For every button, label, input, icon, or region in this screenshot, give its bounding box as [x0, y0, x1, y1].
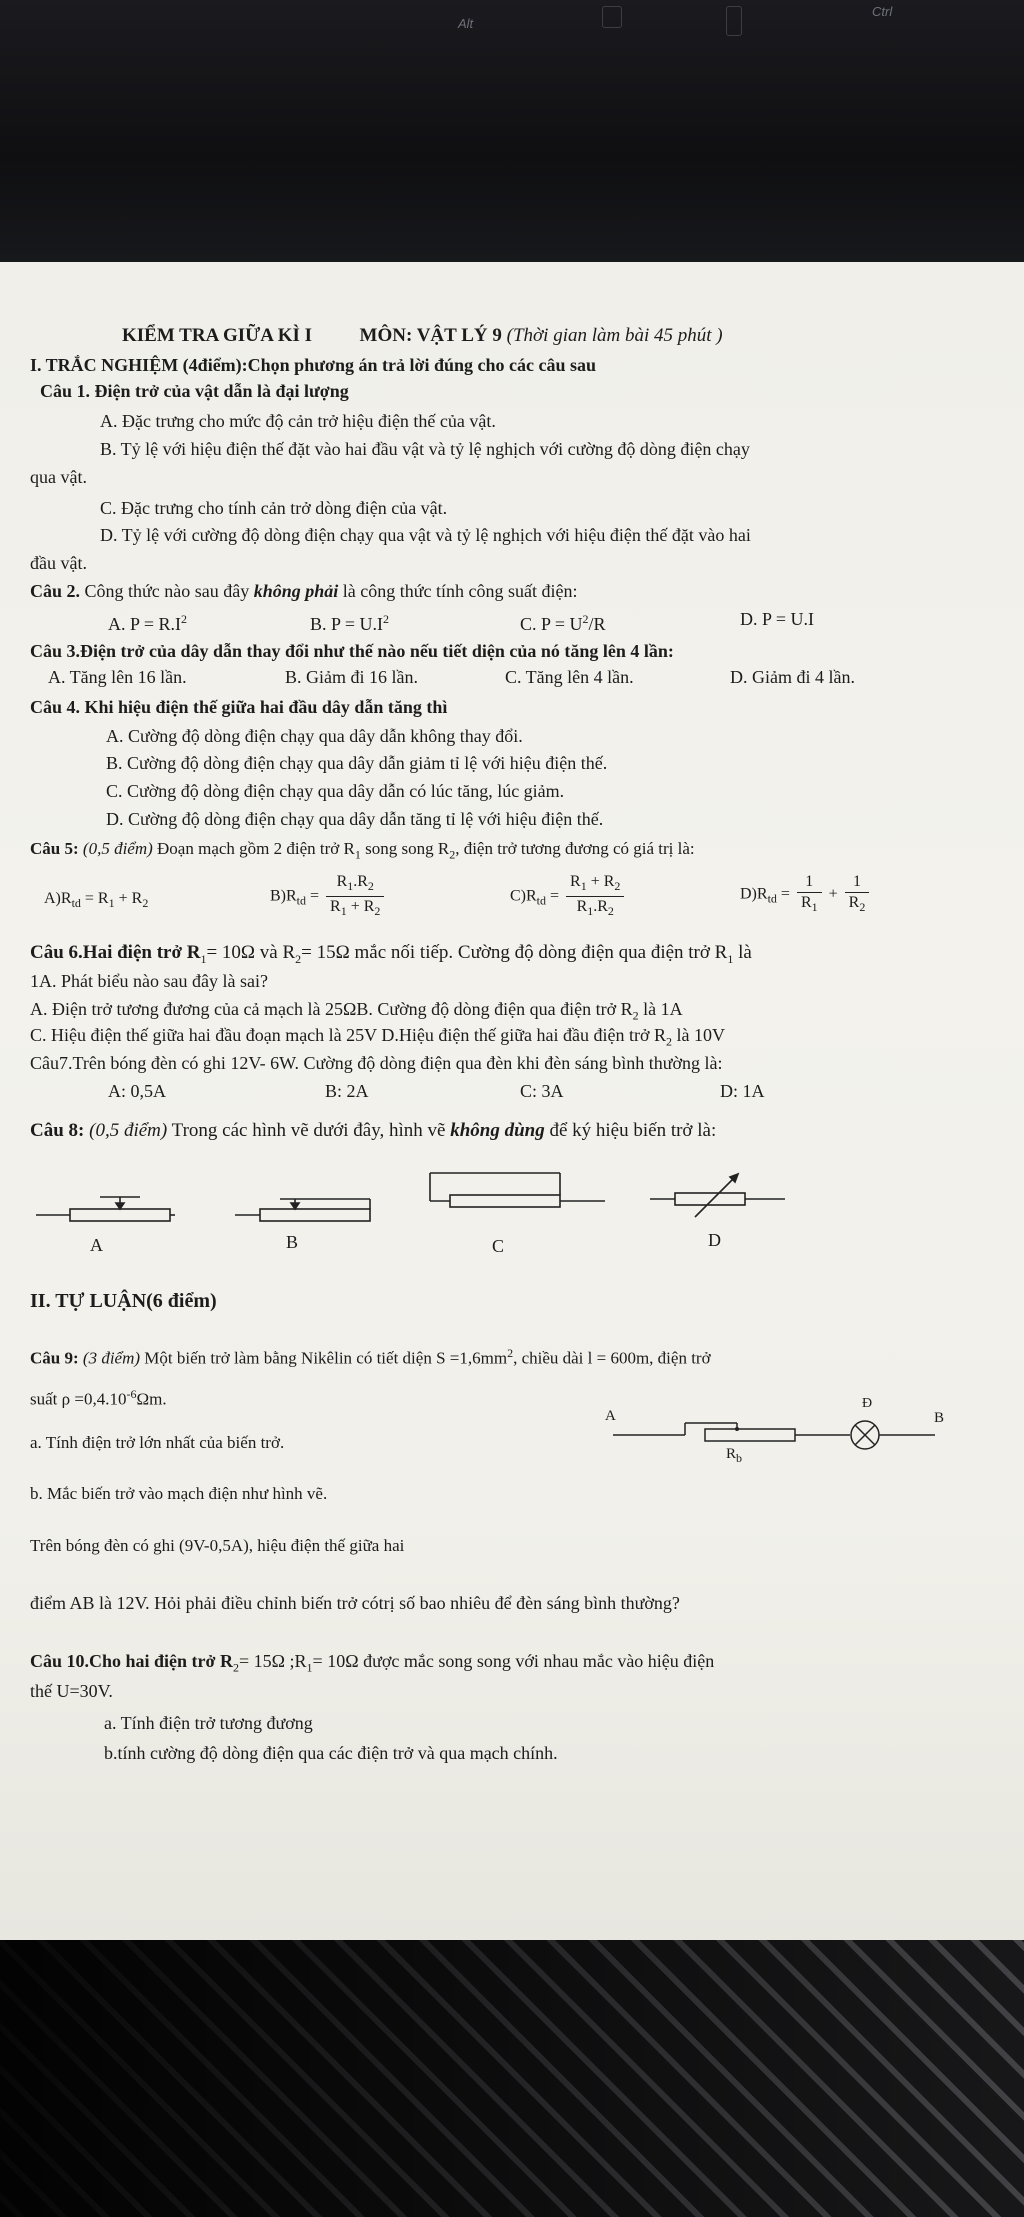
q2-stem	[30, 580, 578, 602]
q2-option-d: D. P = U.I	[740, 609, 814, 629]
q2-option-b: B. $P = U.I^2$	[310, 612, 389, 634]
q5-c-text: C)R	[510, 887, 537, 905]
q10-stem-text: Câu 10.Cho hai điện trở R	[30, 1651, 233, 1671]
q6-ab-text: A. Điện trở tương đương của cả mạch là 25ΩB. Cường độ dòng điện qua điện trở R	[30, 999, 633, 1019]
q9-lamp-label: Đ	[862, 1396, 873, 1411]
q8-label: Câu 8:	[30, 1120, 85, 1141]
q9-line2-text: suất ρ =0,4.10	[30, 1389, 127, 1409]
q9-line2	[30, 1383, 167, 1411]
rheostat-symbol-b	[235, 1199, 370, 1221]
keyboard-key	[602, 6, 622, 28]
q10-part-a: a. Tính điện trở tương đương	[104, 1713, 313, 1733]
q2-emphasis: không phải	[253, 581, 339, 601]
keyboard-background	[0, 0, 1024, 262]
q5-option-d: $D)R_{td}$ = $\frac{1}{R_1}$ + $\frac{1}{R_2}$	[740, 872, 872, 917]
q5-b-num: R	[336, 873, 348, 890]
q1-option-b: B. Tỷ lệ với hiệu điện thế đặt vào hai đầu vật và tỷ lệ nghịch với cường độ dòng điện chạy	[100, 439, 750, 459]
q2-c-text: C. P = U	[520, 614, 583, 634]
q3-option-a: A. Tăng lên 16 lần.	[48, 667, 187, 687]
q9-point-a: A	[605, 1408, 616, 1424]
q5-c-num: R	[570, 873, 581, 890]
q6-stem: Câu 6.Hai điện trở $R_1= 10\Omega$ và $R_2= 15\Omega$ mắc nối tiếp. Cường độ dòng điện qua điện trở $R_1$ là	[30, 942, 752, 966]
q5-b-den: R	[330, 898, 341, 916]
q7-option-c: C: 3A	[520, 1081, 564, 1101]
q2-a-text: A. P = R.I	[108, 614, 181, 634]
q9-rheostat-label: $R_b$	[726, 1446, 743, 1465]
q3-option-b: B. Giảm đi 16 lần.	[285, 667, 418, 687]
keyboard-key	[726, 6, 742, 36]
q2-label: Câu 2.	[30, 581, 81, 601]
q3-option-c: C. Tăng lên 4 lần.	[505, 667, 634, 687]
alt-key-label: Alt	[458, 16, 474, 31]
q3-option-d: D. Giảm đi 4 lần.	[730, 667, 855, 687]
q9-part-b: b. Mắc biến trở vào mạch điện như hình vẽ.	[30, 1484, 328, 1503]
rheostat-symbol-a	[36, 1197, 175, 1221]
q9-rheostat-letter: R	[726, 1446, 737, 1462]
q5-text3: , điện trở tương đương có giá trị là:	[455, 839, 695, 858]
q9-question: điểm AB là 12V. Hỏi phải điều chỉnh biến trở cótrị số bao nhiêu để đèn sáng bình thường?	[30, 1593, 680, 1613]
q3-stem-text: Câu 3.Điện trở của dây dẫn thay đổi như thế nào nếu tiết diện của nó tăng lên 4 lần:	[30, 641, 674, 661]
q4-stem-text: Câu 4. Khi hiệu điện thế giữa hai đầu dây dẫn tăng thì	[30, 697, 448, 717]
q9-exponent: -6	[126, 1387, 137, 1401]
q8-text: Trong các hình vẽ dưới đây, hình vẽ	[167, 1120, 451, 1141]
exam-title	[122, 325, 723, 347]
q7-stem: Câu7.Trên bóng đèn có ghi 12V- 6W. Cường độ dòng điện qua đèn khi đèn sáng bình thường là:	[30, 1053, 723, 1073]
q6-option-cd: C. Hiệu điện thế giữa hai đầu đoạn mạch là 25V D.Hiệu điện thế giữa hai đầu điện trở $R_2$ là 10V	[30, 1025, 726, 1049]
q6-cd-text: C. Hiệu điện thế giữa hai đầu đoạn mạch là 25V D.Hiệu điện thế giữa hai đầu điện trở R	[30, 1025, 667, 1045]
q10-stem-text3: = 10Ω được mắc song song với nhau mắc vào hiệu điện	[312, 1651, 715, 1671]
q5-b-fraction: $\frac{R_1.R_2}{R_1 + R_2}$	[326, 872, 384, 921]
q5-option-c: $C)R_{td}$ = $\frac{R_1 + R_2}{R_1.R_2}$	[510, 872, 627, 921]
q9-lamp-info: Trên bóng đèn có ghi (9V-0,5A), hiệu điện thế giữa hai	[30, 1536, 405, 1555]
q9-points: (3 điểm)	[82, 1348, 141, 1368]
q4-option-a: A. Cường độ dòng điện chạy qua dây dẫn không thay đổi.	[106, 726, 523, 746]
q2-option-a: A. $P = R.I^2$	[108, 612, 187, 634]
q7-option-b: B: 2A	[325, 1081, 369, 1101]
q3-stem	[30, 640, 674, 662]
q5-option-b: $B)R_{td}$ = $\frac{R_1.R_2}{R_1 + R_2}$	[270, 872, 387, 921]
q5-c-den: R	[576, 898, 588, 916]
q5-stem: Câu 5: (0,5 điểm) Đoạn mạch gồm 2 điện trở $R_1$ song song $R_2$, điện trở tương đương có giá trị là:	[30, 839, 695, 862]
q1-stem-text: Câu 1. Điện trở của vật dẫn là đại lượng	[40, 381, 349, 401]
q5-d-fraction-1: $\frac{1}{R_1}$	[797, 872, 822, 917]
q5-b-text: B)R	[270, 887, 297, 905]
q8-label-c: C	[492, 1236, 505, 1256]
q10-line2: thế U=30V.	[30, 1681, 113, 1701]
q6-stem-text3: = 15Ω mắc nối tiếp. Cường độ dòng điện qua điện trở R	[301, 942, 728, 963]
q5-d-num-1: 1	[797, 872, 822, 893]
q8-stem	[30, 1120, 716, 1142]
time-limit: (Thời gian làm bài 45 phút )	[506, 325, 723, 346]
q6-line2: 1A. Phát biểu nào sau đây là sai?	[30, 971, 268, 991]
q1-option-d-cont: đầu vật.	[30, 553, 87, 573]
q10-stem-text2: = 15Ω ;R	[239, 1651, 307, 1671]
q4-stem	[30, 696, 447, 718]
q5-option-a: $A)R_{td} = R_1 + R_2$	[44, 890, 149, 911]
q2-c-text-end: /R	[588, 614, 606, 634]
q5-a-text2: = R	[80, 890, 109, 907]
q8-diagrams	[30, 1165, 810, 1245]
q9-text2: , chiều dài l = 600m, điện trở	[513, 1348, 711, 1368]
q5-a-text3: + R	[114, 890, 143, 907]
q6-stem-text4: là	[733, 942, 752, 963]
q1-option-a: A. Đặc trưng cho mức độ cản trở hiệu điện thế của vật.	[100, 411, 496, 431]
q1-option-c: C. Đặc trưng cho tính cản trở dòng điện của vật.	[100, 498, 448, 518]
q5-a-text: A)R	[44, 890, 72, 907]
part1-title: I. TRẮC NGHIỆM (4điểm):Chọn phương án trả lời đúng cho các câu sau	[30, 355, 596, 375]
q8-text2: để ký hiệu biến trở là:	[544, 1120, 717, 1141]
rheostat-symbol-d	[650, 1174, 785, 1217]
q6-cd-text2: là 10V	[672, 1025, 726, 1045]
q4-option-b: B. Cường độ dòng điện chạy qua dây dẫn giảm tỉ lệ với hiệu điện thế.	[106, 753, 608, 773]
fabric-shadow	[0, 1940, 1024, 2217]
part2-title: II. TỰ LUẬN(6 điểm)	[30, 1290, 217, 1312]
q5-d-fraction-2: $\frac{1}{R_2}$	[845, 872, 870, 917]
q9-circuit-diagram	[595, 1395, 955, 1475]
q6-option-ab: A. Điện trở tương đương của cả mạch là 25ΩB. Cường độ dòng điện qua điện trở $R_2$ là 1A	[30, 999, 683, 1023]
q8-emphasis: không dùng	[450, 1120, 545, 1141]
q6-stem-text: Câu 6.Hai điện trở R	[30, 942, 201, 963]
q2-text: Công thức nào sau đây	[80, 581, 254, 601]
q5-d-text: D)R	[740, 885, 768, 903]
q5-label: Câu 5:	[30, 839, 79, 858]
q2-option-c: C. $P = U^2/R$	[520, 612, 606, 634]
q1-option-d: D. Tỷ lệ với cường độ dòng điện chạy qua vật và tỷ lệ nghịch với hiệu điện thế đặt vào hai	[100, 525, 751, 545]
q10-stem: Câu 10.Cho hai điện trở $R_2= 15\Omega$ $;R_1= 10\Omega$ được mắc song song với nhau mắc vào hiệu điện	[30, 1651, 715, 1675]
q4-option-c: C. Cường độ dòng điện chạy qua dây dẫn có lúc tăng, lúc giảm.	[106, 781, 565, 801]
q7-option-a: A: 0,5A	[108, 1081, 166, 1101]
q2-b-text: B. P = U.I	[310, 614, 383, 634]
q9-text: Một biến trở làm bằng Nikêlin có tiết diện S =1,6mm	[140, 1348, 508, 1368]
q10-part-b: b.tính cường độ dòng điện qua các điện trở và qua mạch chính.	[104, 1743, 558, 1763]
q2-text-end: là công thức tính công suất điện:	[338, 581, 578, 601]
q8-label-a: A	[90, 1235, 103, 1255]
subject-name: MÔN: VẬT LÝ 9	[359, 325, 502, 346]
q8-label-b: B	[286, 1232, 299, 1252]
q6-ab-text2: là 1A	[638, 999, 683, 1019]
q8-points: (0,5 điểm)	[89, 1120, 168, 1141]
q5-points: (0,5 điểm)	[82, 839, 153, 858]
q9-line2-unit: Ωm.	[136, 1389, 167, 1409]
q8-label-d: D	[708, 1230, 721, 1250]
q6-stem-text2: = 10Ω và R	[206, 942, 296, 963]
exam-name: KIỂM TRA GIỮA KÌ I	[122, 325, 313, 346]
q9-part-a: a. Tính điện trở lớn nhất của biến trở.	[30, 1433, 285, 1452]
q7-option-d: D: 1A	[720, 1081, 765, 1101]
q1-stem	[40, 380, 349, 402]
q4-option-d: D. Cường độ dòng điện chạy qua dây dẫn tăng tỉ lệ với hiệu điện thế.	[106, 809, 604, 829]
rheostat-symbol-c	[430, 1173, 605, 1207]
q9-label: Câu 9:	[30, 1348, 79, 1368]
q5-text: Đoạn mạch gồm 2 điện trở R	[157, 839, 355, 858]
ctrl-key-label: Ctrl	[872, 4, 893, 19]
q5-text2: song song R	[360, 839, 450, 858]
q5-c-fraction: $\frac{R_1 + R_2}{R_1.R_2}$	[566, 872, 624, 921]
q9-slider-contact	[735, 1427, 739, 1431]
q9-point-b: B	[934, 1410, 945, 1426]
q1-option-b-cont: qua vật.	[30, 467, 87, 487]
q9-stem: Câu 9: (3 điểm) Một biến trở làm bằng Nikêlin có tiết diện $S =1,6mm^2$, chiều dài l = 600m, điện trở	[30, 1346, 711, 1368]
